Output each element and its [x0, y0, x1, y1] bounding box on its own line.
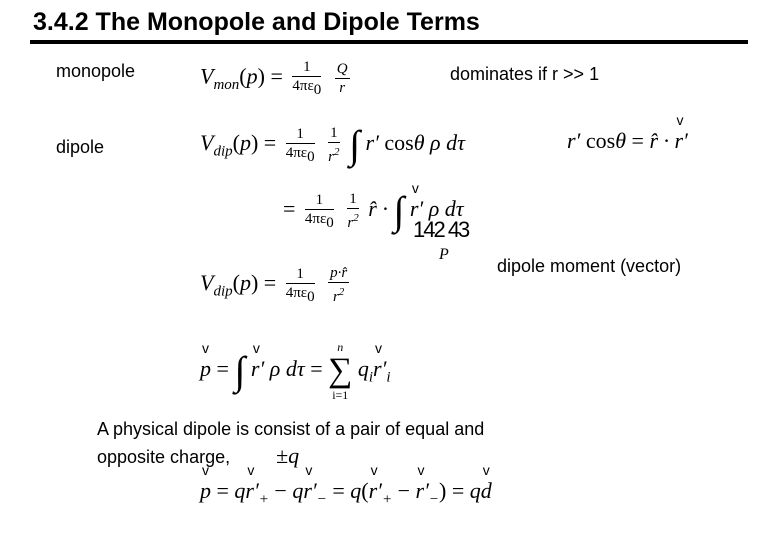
- underbrace-glyphs: 142 43: [413, 217, 469, 242]
- dipole-label: dipole: [56, 137, 105, 157]
- dipole-moment-label: dipole moment (vector): [497, 256, 682, 276]
- physical-dipole-line2: opposite charge,: [97, 447, 231, 467]
- physical-dipole-equation: v p = qv $r'_+$ − qv $r'_- = q(v$ $r'_+ - v$ $r'_-$) = qv d: [200, 478, 492, 508]
- title-rule: [30, 40, 748, 44]
- dipole-moment-definition: v p = ∫ v r′ ρ dτ = n ∑ i=1 $q_iv$ $r'_i$: [200, 340, 391, 402]
- underbrace-p-label: P: [439, 246, 449, 263]
- monopole-label: monopole: [56, 61, 136, 81]
- dipole-potential-integral: $V_{dip}(p)$ = $\frac{1}{4\pi\varepsilon_0}$ $\frac{1}{r^2}$ ∫ r′ cosθ ρ dτ: [200, 122, 465, 167]
- dipole-potential-vector-form: = $\frac{1}{4\pi\varepsilon_0}$ $\frac{1}{r^2}$ r̂ · ∫ v r′ ρ dτ: [283, 190, 464, 232]
- dominates-note: dominates if r >> 1: [450, 64, 600, 84]
- cos-identity: r′ cosθ = r̂ · v r′: [567, 128, 688, 154]
- dipole-potential-final: $V_{dip}(p)$ = $\frac{1}{4\pi\varepsilon_0}$ $\frac{p\cdot r̂}{r^2}$: [200, 265, 348, 305]
- physical-dipole-line1: A physical dipole is consist of a pair of equal and: [97, 419, 485, 439]
- slide-title: 3.4.2 The Monopole and Dipole Terms: [33, 8, 480, 36]
- monopole-equation: $V_{mon}(p)$ = $\frac{1}{4\pi\varepsilon_0}$ $\frac{Q}{r}$: [200, 59, 348, 98]
- plus-minus-q: ±q: [276, 443, 300, 468]
